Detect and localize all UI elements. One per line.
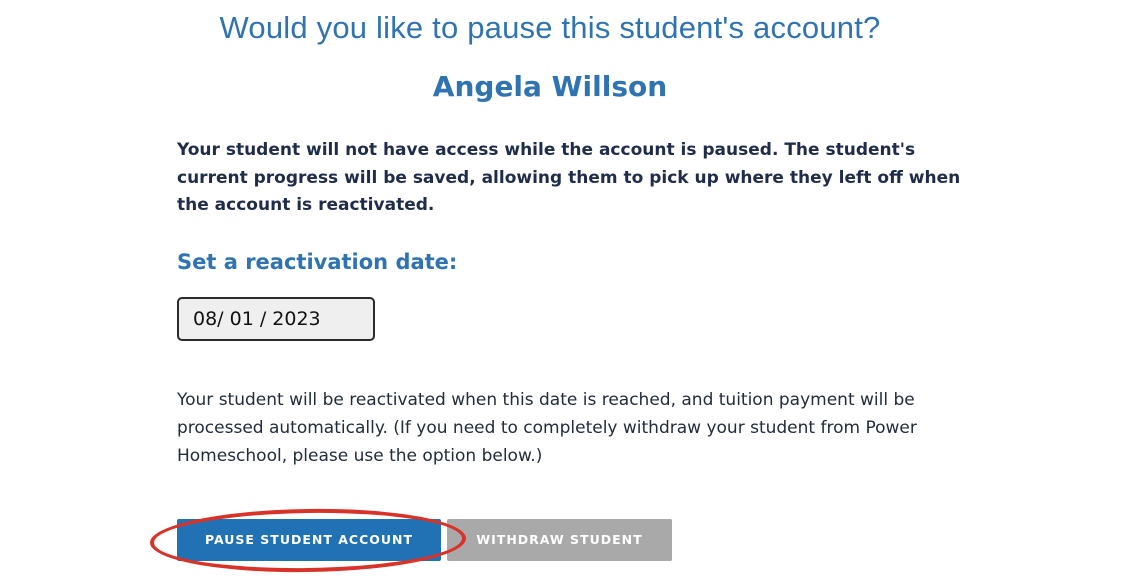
reactivation-date-heading: Set a reactivation date:: [177, 250, 458, 274]
pause-notice: Your student will not have access while the account is paused. The student's current progress will be saved, allowing them to pick up where they left off when the account is reactivated.: [177, 140, 961, 215]
dialog-title: Would you like to pause this student's account?: [219, 10, 881, 45]
withdraw-student-button[interactable]: WITHDRAW STUDENT: [447, 519, 672, 561]
reactivation-info: Your student will be reactivated when this date is reached, and tuition payment will be processed automatically. (If you need to completely withdraw your student from Power Homeschool, please use the option below.): [177, 390, 917, 466]
pause-student-account-button[interactable]: PAUSE STUDENT ACCOUNT: [177, 519, 441, 561]
student-name: Angela Willson: [432, 70, 668, 103]
reactivation-date-input[interactable]: 08/ 01 / 2023: [177, 297, 375, 341]
